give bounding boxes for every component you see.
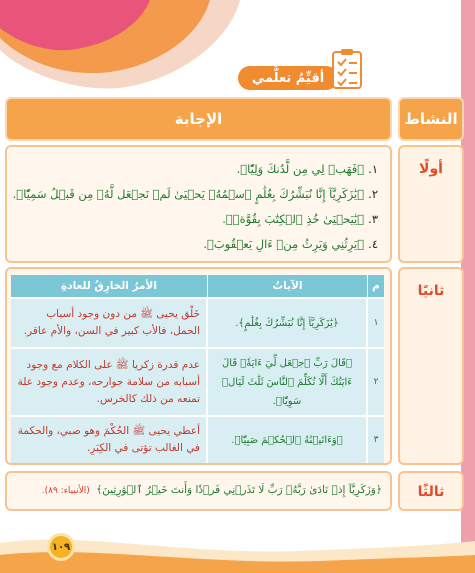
answer-box-second bbox=[5, 267, 392, 465]
khariq-cell: أعطي يحيى ﷺ الحُكْمَ وهو صبي، والحكمة في الغالب تؤتى في الكِبَرِ. bbox=[11, 417, 208, 463]
table-row bbox=[11, 415, 384, 463]
header-ayat: الآياتُ bbox=[208, 275, 368, 297]
page-number: ١٠٩ bbox=[47, 533, 75, 561]
row-label-third: ثالثًا bbox=[398, 471, 464, 511]
answer-column-header: الإجابة bbox=[5, 97, 392, 141]
section-title-badge: أقيِّمُ تعلُّمي bbox=[238, 66, 338, 90]
third-ayah: ﴿وَزَكَرِيَّآ إِذۡ نَادَىٰ رَبَّهُۥ رَبِّ لَا تَذَرۡنِي فَرۡدٗا وَأَنتَ خَيۡرُ ٱلۡوَٰرِثِينَ﴾ bbox=[96, 484, 382, 496]
miracles-table-header bbox=[11, 275, 384, 297]
checklist-icon bbox=[330, 48, 366, 92]
answer-item: ٣.﴿يَٰيَحۡيَىٰ خُذِ ٱلۡكِتَٰبَ بِقُوَّةٖ﴾. bbox=[222, 212, 378, 226]
row-label-second: ثانيًا bbox=[398, 267, 464, 465]
miracles-table bbox=[11, 275, 384, 463]
header-number: م bbox=[368, 275, 384, 297]
answer-box-third bbox=[5, 471, 392, 511]
ayah-cell: ﴿وَءَاتَيۡنَٰهُ ٱلۡحُكۡمَ صَبِيّٗا﴾. bbox=[208, 417, 368, 463]
khariq-cell: خَلْق يحيى ﷺ من دون وجود أسباب الحمل، فالأب كبير في السن، والأم عاقر. bbox=[11, 299, 208, 347]
answer-item: ١.﴿فَهَبۡ لِي مِن لَّدُنكَ وَلِيّٗا﴾. bbox=[236, 162, 378, 176]
section-header bbox=[238, 48, 373, 96]
khariq-cell: عدم قدرة زكريا ﷺ على الكلام مع وجود أسبابه من سلامة جوارحه، وعدم وجود علة تمنعه من ذلك كالخرس. bbox=[11, 349, 208, 415]
ayah-cell: ﴿يَٰزَكَرِيَّآ إِنَّا نُبَشِّرُكَ بِغُلَٰمٍ﴾. bbox=[208, 299, 368, 347]
row-number: ١ bbox=[368, 299, 384, 347]
evaluation-table bbox=[5, 97, 464, 527]
answer-box-first bbox=[5, 145, 392, 263]
table-row bbox=[11, 297, 384, 347]
activity-column-header: النشاط bbox=[398, 97, 464, 141]
row-number: ٣ bbox=[368, 417, 384, 463]
row-number: ٢ bbox=[368, 349, 384, 415]
answer-item: ٢.﴿يَٰزَكَرِيَّآ إِنَّا نُبَشِّرُكَ بِغُلَٰمٍ ٱسۡمُهُۥ يَحۡيَىٰ لَمۡ نَجۡعَل لَّهُۥ مِن قَبۡلُ سَمِيّٗا﴾. bbox=[12, 187, 378, 201]
top-decoration bbox=[0, 0, 240, 95]
table-row bbox=[11, 347, 384, 415]
answer-item: ٤.﴿يَرِثُنِي وَيَرِثُ مِنۡ ءَالِ يَعۡقُوبَ﴾. bbox=[203, 237, 378, 251]
ayah-cell: ﴿قَالَ رَبِّ ٱجۡعَل لِّيٓ ءَايَةٗۖ قَالَ ءَايَتُكَ أَلَّا تُكَلِّمَ ٱلنَّاسَ ثَلَٰثَ لَيَالٖ سَوِيّٗا﴾. bbox=[208, 349, 368, 415]
header-khariq: الأمرُ الخارِقُ للعادةِ bbox=[11, 275, 208, 297]
row-label-first: أولًا bbox=[398, 145, 464, 263]
surah-reference: (الأنبياء: ٨٩). bbox=[41, 486, 90, 496]
third-answer bbox=[42, 484, 382, 496]
